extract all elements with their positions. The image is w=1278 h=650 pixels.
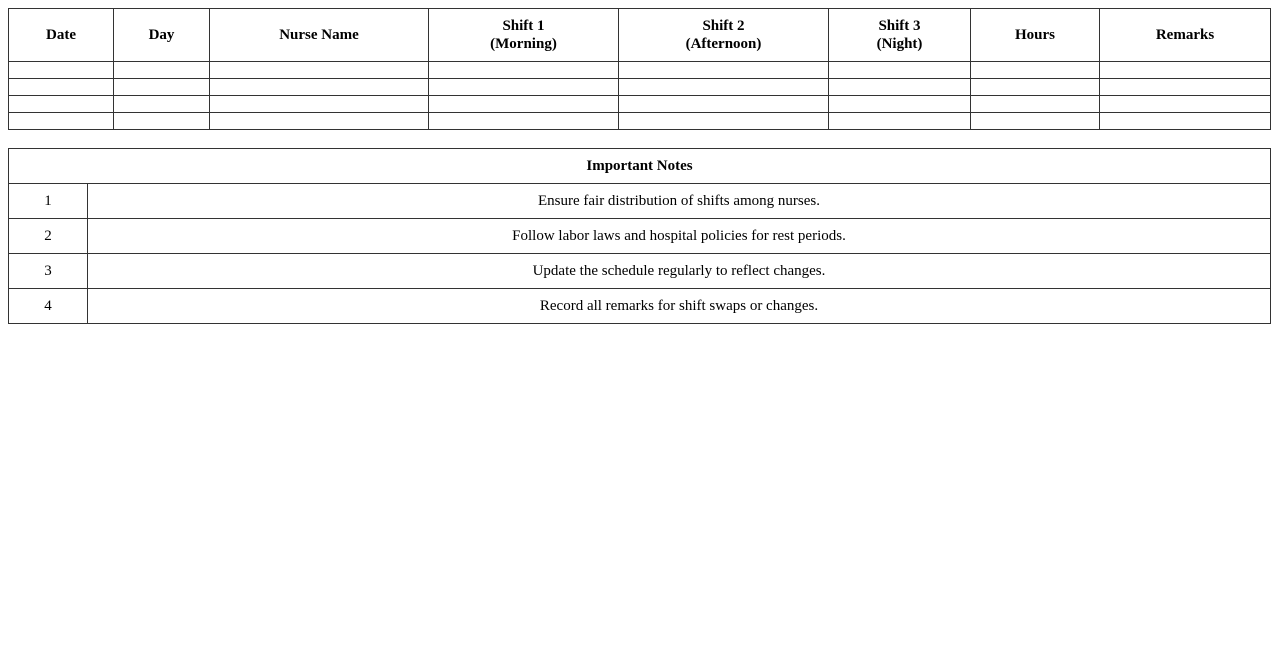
cell-nurse-name[interactable]	[210, 79, 429, 96]
cell-shift-2[interactable]	[619, 62, 829, 79]
header-label: Shift 3	[878, 18, 921, 34]
cell-shift-1[interactable]	[429, 96, 619, 113]
cell-shift-2[interactable]	[619, 96, 829, 113]
cell-shift-2[interactable]	[619, 113, 829, 130]
cell-day[interactable]	[114, 96, 210, 113]
cell-day[interactable]	[114, 79, 210, 96]
cell-shift-2[interactable]	[619, 79, 829, 96]
header-date	[9, 9, 114, 62]
note-number: 3	[9, 254, 88, 289]
cell-remarks[interactable]	[1100, 62, 1271, 79]
header-shift-3	[829, 9, 971, 62]
header-shift-1	[429, 9, 619, 62]
note-text: Ensure fair distribution of shifts among nurses.	[88, 184, 1271, 219]
cell-shift-1[interactable]	[429, 62, 619, 79]
header-label: Hours	[1014, 27, 1055, 43]
cell-hours[interactable]	[971, 96, 1100, 113]
header-label: Shift 1	[502, 18, 545, 34]
header-sublabel: (Night)	[876, 36, 923, 52]
list-item	[9, 254, 1271, 289]
cell-hours[interactable]	[971, 113, 1100, 130]
cell-day[interactable]	[114, 113, 210, 130]
cell-remarks[interactable]	[1100, 96, 1271, 113]
header-label: Date	[46, 27, 76, 43]
important-notes-table	[8, 148, 1271, 324]
cell-hours[interactable]	[971, 79, 1100, 96]
cell-date[interactable]	[9, 96, 114, 113]
header-remarks	[1100, 9, 1271, 62]
notes-title: Important Notes	[9, 149, 1271, 184]
cell-shift-3[interactable]	[829, 79, 971, 96]
note-number: 1	[9, 184, 88, 219]
cell-date[interactable]	[9, 113, 114, 130]
cell-date[interactable]	[9, 62, 114, 79]
cell-nurse-name[interactable]	[210, 62, 429, 79]
cell-shift-3[interactable]	[829, 62, 971, 79]
cell-nurse-name[interactable]	[210, 96, 429, 113]
nurse-schedule-table	[8, 8, 1271, 130]
header-label: Day	[148, 27, 175, 43]
note-text: Record all remarks for shift swaps or changes.	[88, 289, 1271, 324]
header-label: Shift 2	[702, 18, 745, 34]
cell-day[interactable]	[114, 62, 210, 79]
cell-shift-1[interactable]	[429, 79, 619, 96]
list-item	[9, 184, 1271, 219]
table-row	[9, 96, 1271, 113]
cell-date[interactable]	[9, 79, 114, 96]
table-row	[9, 113, 1271, 130]
header-shift-2	[619, 9, 829, 62]
note-number: 4	[9, 289, 88, 324]
table-row	[9, 79, 1271, 96]
note-number: 2	[9, 219, 88, 254]
notes-header-row	[9, 149, 1271, 184]
cell-shift-1[interactable]	[429, 113, 619, 130]
header-hours	[971, 9, 1100, 62]
schedule-header-row	[9, 9, 1271, 62]
table-row	[9, 62, 1271, 79]
cell-remarks[interactable]	[1100, 113, 1271, 130]
header-label: Nurse Name	[279, 27, 359, 43]
note-text: Update the schedule regularly to reflect changes.	[88, 254, 1271, 289]
cell-remarks[interactable]	[1100, 79, 1271, 96]
cell-nurse-name[interactable]	[210, 113, 429, 130]
list-item	[9, 219, 1271, 254]
header-nurse-name	[210, 9, 429, 62]
note-text: Follow labor laws and hospital policies for rest periods.	[88, 219, 1271, 254]
header-day	[114, 9, 210, 62]
list-item	[9, 289, 1271, 324]
cell-shift-3[interactable]	[829, 96, 971, 113]
header-label: Remarks	[1155, 27, 1215, 43]
cell-hours[interactable]	[971, 62, 1100, 79]
header-sublabel: (Morning)	[490, 36, 557, 52]
header-sublabel: (Afternoon)	[685, 36, 762, 52]
cell-shift-3[interactable]	[829, 113, 971, 130]
